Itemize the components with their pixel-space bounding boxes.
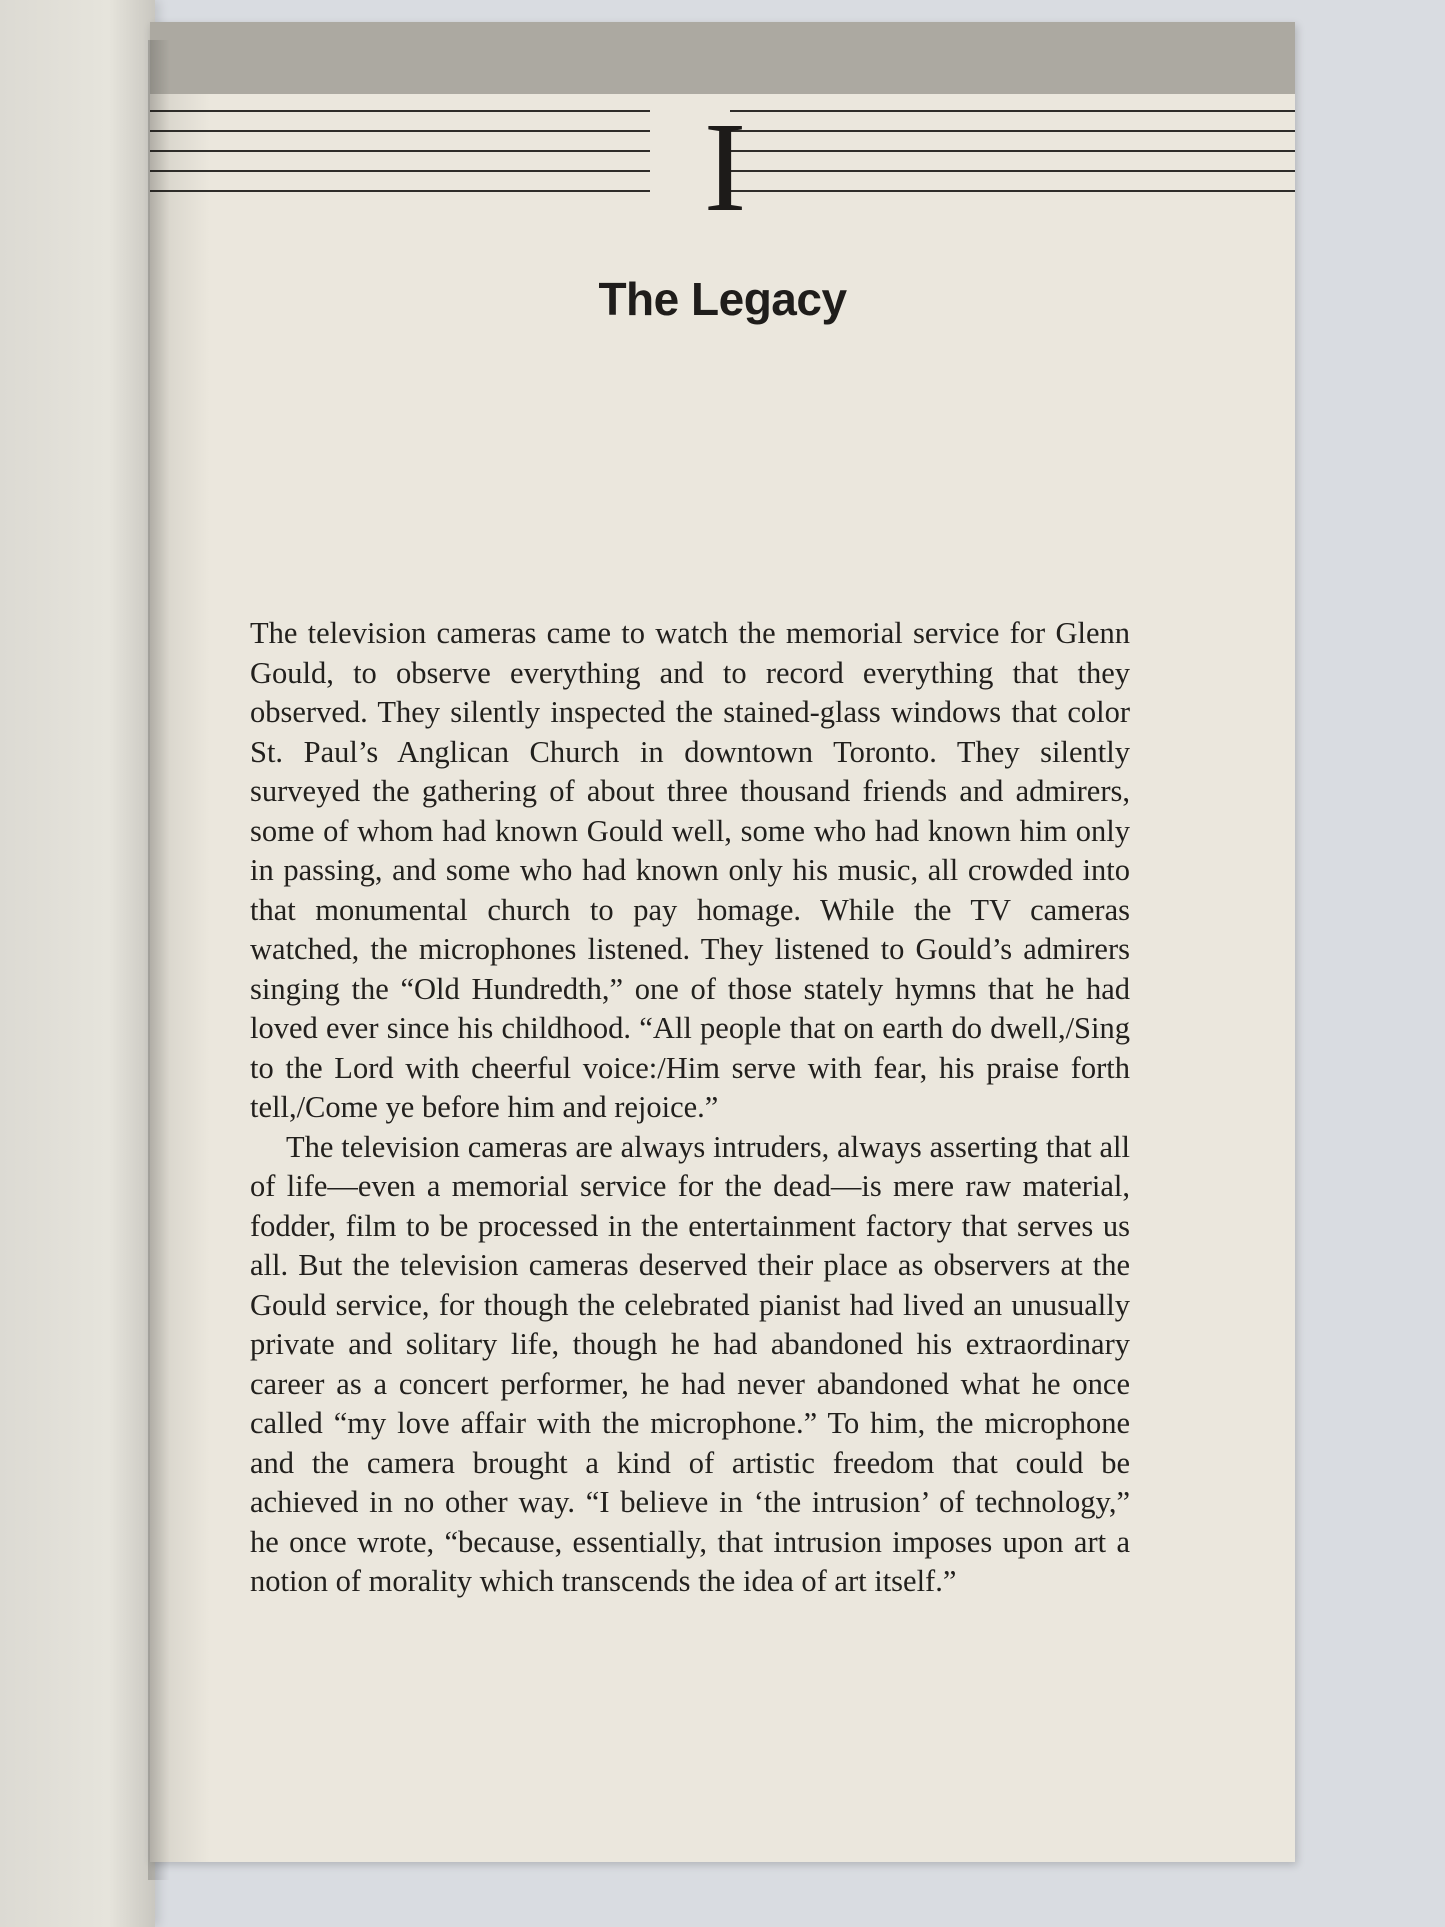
- body-text: [250, 614, 1130, 1602]
- header-band: [150, 22, 1295, 94]
- chapter-title: The Legacy: [598, 273, 847, 325]
- chapter-number: [150, 96, 1295, 238]
- paragraph: The television cameras came to watch the memorial service for Glenn Gould, to observe everything and to record everything that they observed. They silently inspected the stained-glass windows that color St. Paul’s Anglican Church in downtown Toronto. They silently surveyed the gathering of about three thousand friends and admirers, some of whom had known Gould well, some who had known him only in passing, and some who had known only his music, all crowded into that monumental church to pay homage. While the TV cameras watched, the microphones listened. They listened to Gould’s admirers singing the “Old Hundredth,” one of those stately hymns that he had loved ever since his childhood. “All people that on earth do dwell,/Sing to the Lord with cheerful voice:/Him serve with fear, his praise forth tell,/Come ye before him and rejoice.”: [250, 616, 1130, 1124]
- facing-page: [0, 0, 155, 1927]
- book-page: [150, 22, 1295, 1862]
- chapter-number-text: I: [703, 96, 747, 238]
- paragraph: The television cameras are always intruders, always asserting that all of life—even a memorial service for the dead—is mere raw material, fodder, film to be processed in the entertainment factory that serves us all. But the television cameras deserved their place as observers at the Gould service, for though the celebrated pianist had lived an unusually private and solitary life, though he had abandoned his extraordinary career as a concert performer, he had never abandoned what he once called “my love affair with the microphone.” To him, the microphone and the camera brought a kind of artistic freedom that could be achieved in no other way. “I believe in ‘the intrusion’ of technology,” he once wrote, “because, essentially, that intrusion imposes upon art a notion of morality which transcends the idea of art itself.”: [250, 1129, 1130, 1598]
- spine-shadow: [148, 40, 170, 1880]
